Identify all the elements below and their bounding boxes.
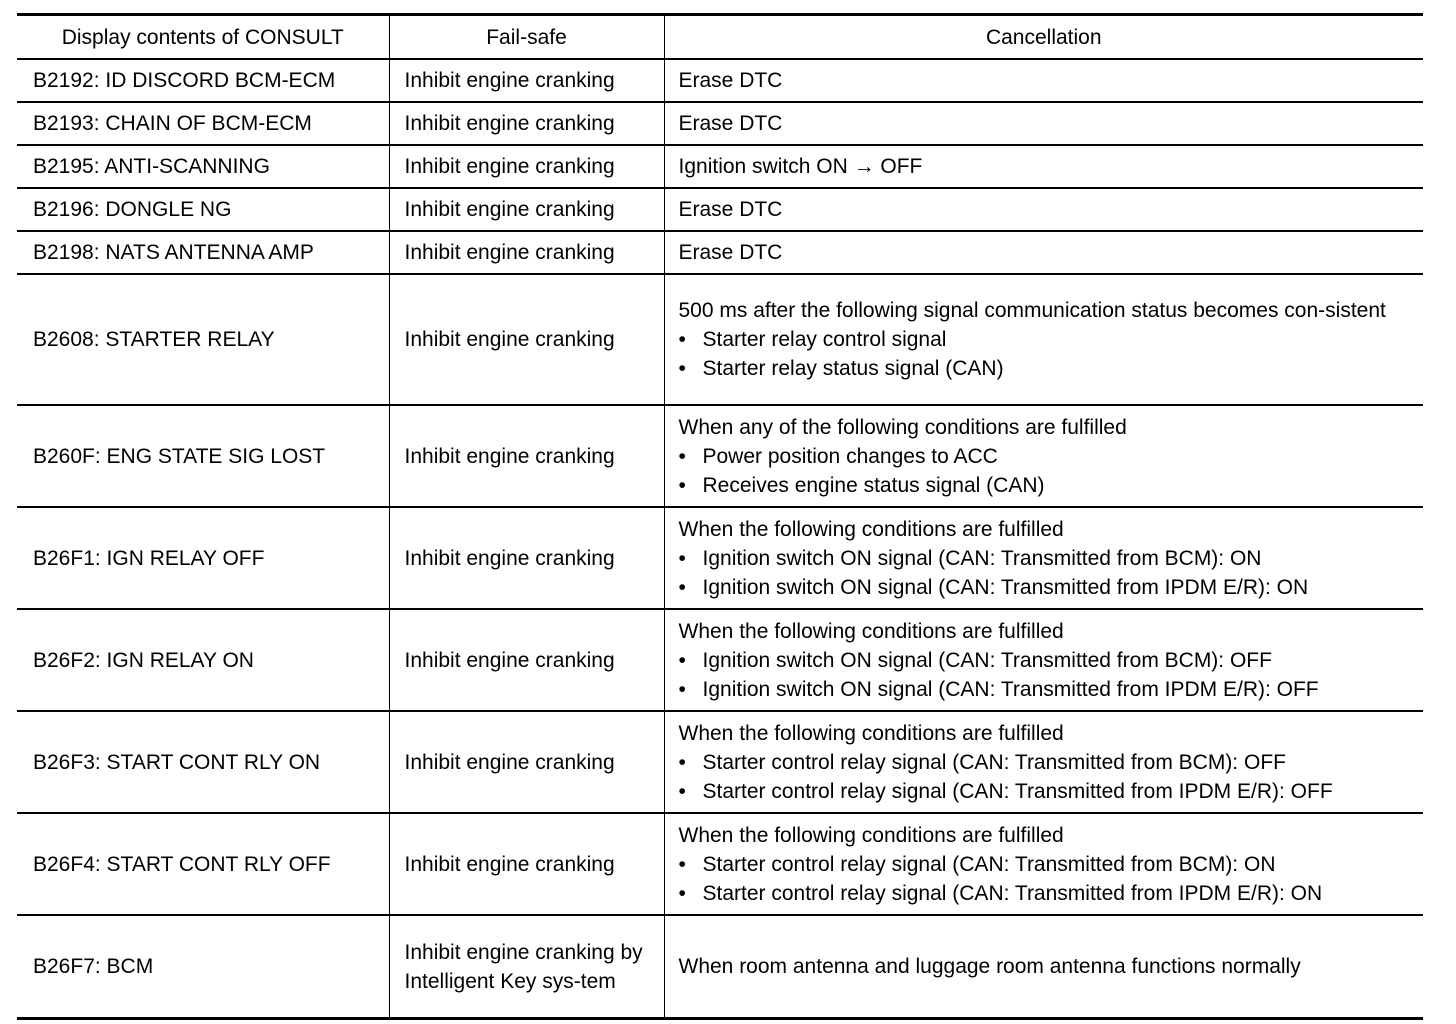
fail-safe-cell: Inhibit engine cranking (389, 145, 664, 188)
table-row (17, 274, 1423, 405)
condition-list (679, 850, 1410, 908)
condition-item: • Power position changes to ACC (679, 442, 1410, 471)
table-row (17, 609, 1423, 711)
cancellation-cell: Erase DTC (664, 102, 1423, 145)
cancellation-text: When the following conditions are fulfilled (678, 619, 1064, 643)
condition-item: • Ignition switch ON signal (CAN: Transmitted from BCM): ON (679, 544, 1410, 573)
table-row (17, 507, 1423, 609)
cancellation-text: 500 ms after the following signal communication status becomes con-sistent (678, 299, 1386, 322)
fail-safe-cell: Inhibit engine cranking (389, 188, 664, 231)
display-contents-cell: B2195: ANTI-SCANNING (17, 145, 389, 188)
table-row (17, 813, 1423, 915)
table-header (17, 15, 1423, 60)
condition-list (679, 442, 1410, 500)
table-row (17, 711, 1423, 813)
condition-list (679, 544, 1410, 602)
cancellation-cell (664, 609, 1423, 711)
fail-safe-cell: Inhibit engine cranking (389, 59, 664, 102)
dtc-failsafe-sheet (17, 13, 1423, 1020)
display-contents-cell: B2193: CHAIN OF BCM-ECM (17, 102, 389, 145)
fail-safe-cell: Inhibit engine cranking (389, 507, 664, 609)
fail-safe-cell: Inhibit engine cranking by Intelligent Key sys-tem (389, 915, 664, 1019)
cancellation-cell (664, 274, 1423, 405)
cancellation-text: When the following conditions are fulfilled (678, 823, 1064, 847)
display-contents-cell: B2196: DONGLE NG (17, 188, 389, 231)
dtc-failsafe-table (17, 13, 1423, 1020)
fail-safe-cell: Inhibit engine cranking (389, 102, 664, 145)
condition-list (679, 325, 1410, 383)
cancellation-cell: When room antenna and luggage room antenna functions normally (664, 915, 1423, 1019)
display-contents-cell: B26F3: START CONT RLY ON (17, 711, 389, 813)
fail-safe-cell: Inhibit engine cranking (389, 274, 664, 405)
condition-item: • Receives engine status signal (CAN) (679, 471, 1410, 500)
display-contents-cell: B26F4: START CONT RLY OFF (17, 813, 389, 915)
condition-item: • Starter control relay signal (CAN: Transmitted from BCM): ON (679, 850, 1410, 879)
condition-list (679, 748, 1410, 806)
display-contents-cell: B26F2: IGN RELAY ON (17, 609, 389, 711)
table-row (17, 59, 1423, 102)
fail-safe-cell: Inhibit engine cranking (389, 813, 664, 915)
cancellation-text: When any of the following conditions are fulfilled (678, 415, 1127, 439)
condition-item: • Starter control relay signal (CAN: Transmitted from BCM): OFF (679, 748, 1410, 777)
condition-item: • Ignition switch ON signal (CAN: Transmitted from IPDM E/R): ON (679, 573, 1410, 602)
display-contents-cell: B2608: STARTER RELAY (17, 274, 389, 405)
table-row (17, 102, 1423, 145)
header-fail-safe: Fail-safe (389, 15, 664, 60)
cancellation-text: When the following conditions are fulfilled (678, 517, 1064, 541)
display-contents-cell: B2198: NATS ANTENNA AMP (17, 231, 389, 274)
header-cancellation: Cancellation (664, 15, 1423, 60)
display-contents-cell: B260F: ENG STATE SIG LOST (17, 405, 389, 507)
display-contents-cell: B2192: ID DISCORD BCM-ECM (17, 59, 389, 102)
condition-item: • Starter control relay signal (CAN: Transmitted from IPDM E/R): ON (679, 879, 1410, 908)
table-row (17, 188, 1423, 231)
cancellation-cell: Erase DTC (664, 188, 1423, 231)
table-row (17, 915, 1423, 1019)
display-contents-cell: B26F7: BCM (17, 915, 389, 1019)
condition-item: • Starter relay control signal (679, 325, 1410, 354)
header-display-contents: Display contents of CONSULT (17, 15, 389, 60)
cancellation-cell: Ignition switch ON → OFF (664, 145, 1423, 188)
header-row (17, 15, 1423, 60)
fail-safe-cell: Inhibit engine cranking (389, 609, 664, 711)
table-body (17, 59, 1423, 1019)
table-row (17, 231, 1423, 274)
condition-item: • Starter control relay signal (CAN: Transmitted from IPDM E/R): OFF (679, 777, 1410, 806)
table-row (17, 405, 1423, 507)
cancellation-cell: Erase DTC (664, 231, 1423, 274)
condition-item: • Ignition switch ON signal (CAN: Transmitted from IPDM E/R): OFF (679, 675, 1410, 704)
cancellation-text: When the following conditions are fulfilled (678, 721, 1064, 745)
cancellation-cell (664, 711, 1423, 813)
cancellation-cell (664, 405, 1423, 507)
condition-item: • Starter relay status signal (CAN) (679, 354, 1410, 383)
fail-safe-cell: Inhibit engine cranking (389, 711, 664, 813)
display-contents-cell: B26F1: IGN RELAY OFF (17, 507, 389, 609)
cancellation-cell (664, 813, 1423, 915)
cancellation-cell (664, 507, 1423, 609)
cancellation-cell: Erase DTC (664, 59, 1423, 102)
fail-safe-cell: Inhibit engine cranking (389, 231, 664, 274)
condition-item: • Ignition switch ON signal (CAN: Transmitted from BCM): OFF (679, 646, 1410, 675)
fail-safe-cell: Inhibit engine cranking (389, 405, 664, 507)
condition-list (679, 646, 1410, 704)
table-row (17, 145, 1423, 188)
